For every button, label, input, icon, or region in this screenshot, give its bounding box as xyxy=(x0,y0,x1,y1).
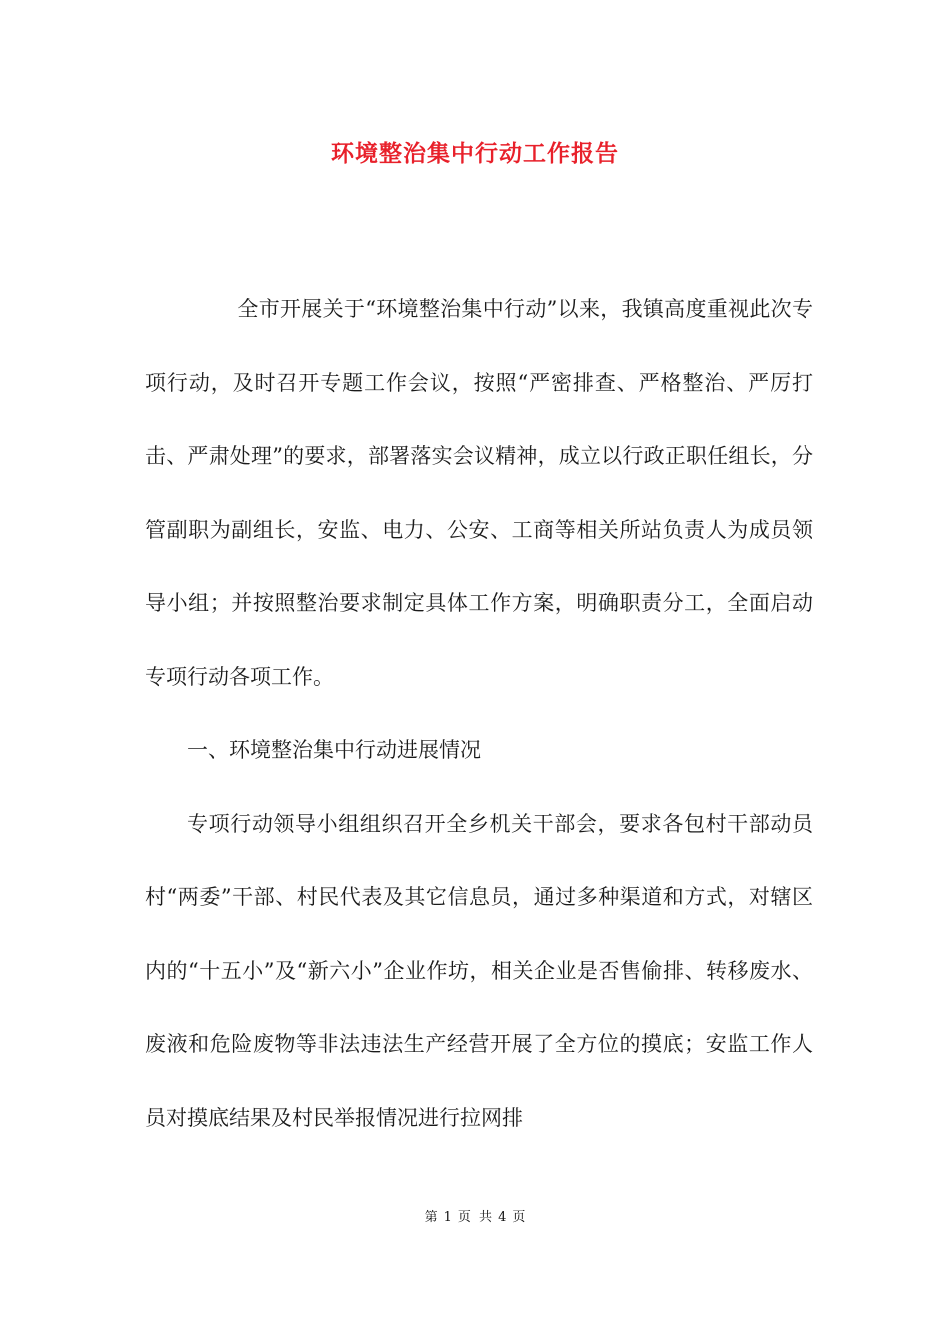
paragraph-intro: 全市开展关于“环境整治集中行动”以来，我镇高度重视此次专项行动，及时召开专题工作会议，按照“严密排查、严格整治、严厉打击、严肃处理”的要求，部署落实会议精神，成立以行政正职任组长，分管副职为副组长，安监、电力、公安、工商等相关所站负责人为成员领导小组；并按照整治要求制定具体工作方案，明确职责分工，全面启动专项行动各项工作。 xyxy=(145,297,813,689)
section-heading-progress: 一、环境整治集中行动进展情况 xyxy=(187,738,481,762)
page-label-middle: 页 共 xyxy=(457,1210,493,1225)
total-pages-number: 4 xyxy=(498,1210,507,1225)
page-label-suffix: 页 xyxy=(512,1210,526,1225)
document-title: 环境整治集中行动工作报告 xyxy=(331,140,619,167)
document-body xyxy=(145,273,813,1155)
page-footer xyxy=(0,1206,950,1230)
current-page-number: 1 xyxy=(443,1210,452,1225)
page-label-prefix: 第 xyxy=(424,1210,438,1225)
paragraph-progress: 专项行动领导小组组织召开全乡机关干部会，要求各包村干部动员村“两委”干部、村民代表及其它信息员，通过多种渠道和方式，对辖区内的“十五小”及“新六小”企业作坊，相关企业是否售偷排、转移废水、废液和危险废物等非法违法生产经营开展了全方位的摸底；安监工作人员对摸底结果及村民举报情况进行拉网排 xyxy=(145,811,813,1130)
